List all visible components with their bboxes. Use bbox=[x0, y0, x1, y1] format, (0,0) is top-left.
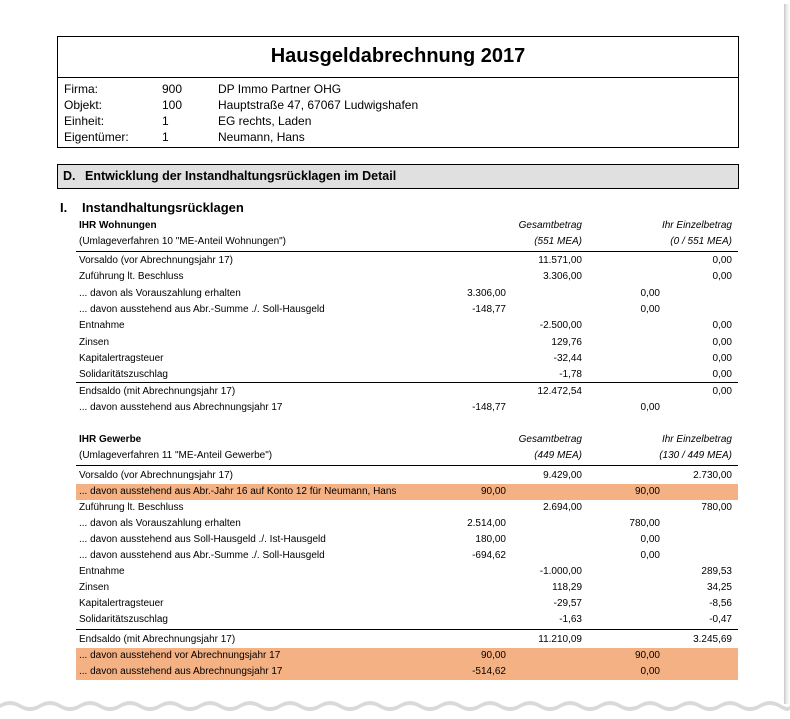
wohnungen-rows-row bbox=[76, 351, 738, 367]
gewerbe-label-cell: Endsaldo (mit Abrechnungsjahr 17) bbox=[79, 634, 236, 645]
gewerbe-sub-indiv-cell: 0,00 bbox=[640, 550, 660, 561]
gewerbe-header-row bbox=[76, 432, 738, 448]
info-label-objekt: Objekt: bbox=[64, 98, 103, 112]
wohnungen-indiv-cell: 0,00 bbox=[712, 336, 732, 348]
section-heading bbox=[57, 164, 739, 189]
wohnungen-indiv-cell: 0,00 bbox=[712, 255, 732, 266]
info-value-firma: DP Immo Partner OHG bbox=[218, 82, 342, 96]
wohnungen-label-cell: ... davon als Vorauszahlung erhalten bbox=[79, 287, 241, 299]
gewerbe-label-cell: ... davon als Vorauszahlung erhalten bbox=[79, 518, 241, 529]
gewerbe-sub-total-cell: 90,00 bbox=[480, 486, 506, 497]
wohnungen-rows-row bbox=[76, 269, 738, 285]
wohnungen-label-cell: Zinsen bbox=[79, 336, 110, 348]
info-code-eigentuemer: 1 bbox=[162, 130, 169, 144]
wohnungen-indiv-cell: 0,00 bbox=[712, 320, 732, 332]
wohnungen-sub-total-cell: 3.306,00 bbox=[467, 287, 506, 299]
wohnungen-rows-row bbox=[76, 367, 738, 383]
wohnungen-rows-row bbox=[76, 302, 738, 318]
wohnungen-label-cell: Endsaldo (mit Abrechnungsjahr 17) bbox=[79, 386, 236, 397]
wohnungen-rows-row bbox=[76, 286, 738, 302]
gewerbe-rows-row bbox=[76, 468, 738, 484]
info-label-eigentuemer: Eigentümer: bbox=[64, 130, 129, 144]
gewerbe-rows-row bbox=[76, 580, 738, 596]
subsection-number: I. bbox=[60, 200, 68, 215]
wohnungen-label-cell: ... davon ausstehend aus Abrechnungsjahr 17 bbox=[79, 402, 283, 413]
wohnungen-total-cell: 129,76 bbox=[551, 336, 582, 348]
gewerbe-indiv-cell: -8,56 bbox=[709, 598, 732, 609]
gewerbe-end-row bbox=[76, 648, 738, 664]
wohnungen-total-cell: 11.571,00 bbox=[538, 255, 582, 266]
wohnungen-total-cell: 3.306,00 bbox=[543, 271, 582, 283]
gewerbe-sub-total-cell: 180,00 bbox=[475, 534, 506, 545]
subsection-heading bbox=[60, 200, 244, 215]
gewerbe-rule-end bbox=[76, 629, 738, 630]
gewerbe-indiv-cell: 780,00 bbox=[701, 502, 732, 513]
info-label-einheit: Einheit: bbox=[64, 114, 105, 128]
gewerbe-col-total: Gesamtbetrag bbox=[518, 434, 582, 445]
gewerbe-label-cell: Zuführung lt. Beschluss bbox=[79, 502, 184, 513]
wohnungen-col-indiv: Ihr Einzelbetrag bbox=[661, 220, 732, 231]
wohnungen-indiv-cell: 0,00 bbox=[712, 369, 732, 381]
wohnungen-label-cell: Solidaritätszuschlag bbox=[79, 369, 168, 381]
wohnungen-sub-indiv-cell: 0,00 bbox=[640, 402, 660, 413]
subsection-title: Instandhaltungsrücklagen bbox=[82, 200, 244, 215]
wohnungen-rows-row bbox=[76, 335, 738, 351]
wohnungen-rows-row bbox=[76, 318, 738, 334]
gewerbe-label-cell: Kapitalertragsteuer bbox=[79, 598, 164, 609]
gewerbe-rows-row bbox=[76, 500, 738, 516]
section-number: D. bbox=[63, 169, 76, 183]
torn-edge bbox=[0, 690, 790, 719]
wohnungen-col-indiv-mea: (0 / 551 MEA) bbox=[670, 236, 732, 247]
wohnungen-end-row bbox=[76, 384, 738, 400]
gewerbe-label-cell: ... davon ausstehend aus Soll-Hausgeld ./. Ist-Hausgeld bbox=[79, 534, 326, 545]
wohnungen-rows-row bbox=[76, 253, 738, 269]
wohnungen-total-cell: -2.500,00 bbox=[539, 320, 582, 332]
gewerbe-rows-row bbox=[76, 532, 738, 548]
header-box bbox=[57, 36, 739, 148]
page-title: Hausgeldabrechnung 2017 bbox=[270, 45, 526, 67]
wohnungen-label-cell: Vorsaldo (vor Abrechnungsjahr 17) bbox=[79, 255, 233, 266]
wohnungen-label-cell: ... davon ausstehend aus Abr.-Summe ./. Soll-Hausgeld bbox=[79, 303, 325, 315]
wohnungen-label-cell: Zuführung lt. Beschluss bbox=[79, 271, 184, 283]
gewerbe-rows-row bbox=[76, 612, 738, 628]
gewerbe-sub-indiv-cell: 780,00 bbox=[629, 518, 660, 529]
gewerbe-rows-row bbox=[76, 516, 738, 532]
wohnungen-total-cell: -1,78 bbox=[559, 369, 582, 381]
gewerbe-total-cell: -1,63 bbox=[559, 614, 582, 625]
gewerbe-indiv-cell: 3.245,69 bbox=[693, 634, 732, 645]
info-value-objekt: Hauptstraße 47, 67067 Ludwigshafen bbox=[218, 98, 419, 112]
gewerbe-total-cell: 11.210,09 bbox=[538, 634, 582, 645]
gewerbe-label-cell: ... davon ausstehend aus Abr.-Jahr 16 auf Konto 12 für Neumann, Hans bbox=[79, 486, 397, 497]
gewerbe-total-cell: 9.429,00 bbox=[543, 470, 582, 481]
wohnungen-umlage: (Umlageverfahren 10 "ME-Anteil Wohnungen") bbox=[79, 236, 287, 247]
gewerbe-label-cell: ... davon ausstehend aus Abrechnungsjahr 17 bbox=[79, 666, 283, 677]
gewerbe-umlage-row bbox=[76, 448, 738, 464]
gewerbe-rule-top bbox=[76, 465, 738, 466]
gewerbe-sub-indiv-cell: 0,00 bbox=[640, 534, 660, 545]
wohnungen-sub-total-cell: -148,77 bbox=[472, 303, 506, 315]
gewerbe-sub-indiv-cell: 0,00 bbox=[640, 666, 660, 677]
gewerbe-heading: IHR Gewerbe bbox=[79, 434, 142, 445]
wohnungen-sub-total-cell: -148,77 bbox=[472, 402, 506, 413]
header-divider bbox=[58, 77, 738, 78]
wohnungen-end-row bbox=[76, 400, 738, 416]
gewerbe-label-cell: Solidaritätszuschlag bbox=[79, 614, 168, 625]
gewerbe-indiv-cell: 2.730,00 bbox=[693, 470, 732, 481]
info-code-einheit: 1 bbox=[162, 114, 169, 128]
info-value-eigentuemer: Neumann, Hans bbox=[218, 130, 305, 144]
wohnungen-indiv-cell: 0,00 bbox=[712, 352, 732, 364]
wohnungen-label-cell: Kapitalertragsteuer bbox=[79, 352, 164, 364]
gewerbe-col-total-mea: (449 MEA) bbox=[534, 450, 582, 461]
gewerbe-umlage: (Umlageverfahren 11 "ME-Anteil Gewerbe") bbox=[79, 450, 273, 461]
gewerbe-end-row bbox=[76, 632, 738, 648]
gewerbe-col-indiv-mea: (130 / 449 MEA) bbox=[659, 450, 732, 461]
gewerbe-rows-row bbox=[76, 564, 738, 580]
gewerbe-total-cell: 118,29 bbox=[552, 582, 582, 593]
wohnungen-umlage-row bbox=[76, 234, 738, 250]
gewerbe-sub-total-cell: -514,62 bbox=[472, 666, 506, 677]
gewerbe-label-cell: ... davon ausstehend aus Abr.-Summe ./. Soll-Hausgeld bbox=[79, 550, 325, 561]
gewerbe-rows-row bbox=[76, 484, 738, 500]
gewerbe-indiv-cell: 34,25 bbox=[706, 582, 732, 593]
info-code-objekt: 100 bbox=[162, 98, 183, 112]
info-code-firma: 900 bbox=[162, 82, 183, 96]
gewerbe-rows-row bbox=[76, 596, 738, 612]
gewerbe-indiv-cell: -0,47 bbox=[709, 614, 732, 625]
gewerbe-sub-total-cell: -694,62 bbox=[472, 550, 506, 561]
wohnungen-label-cell: Entnahme bbox=[79, 320, 125, 332]
wohnungen-rule-top bbox=[76, 251, 738, 252]
wohnungen-indiv-cell: 0,00 bbox=[712, 271, 732, 283]
gewerbe-label-cell: Entnahme bbox=[79, 566, 125, 577]
wohnungen-col-total: Gesamtbetrag bbox=[518, 220, 582, 231]
page-shadow bbox=[784, 4, 790, 704]
gewerbe-label-cell: Vorsaldo (vor Abrechnungsjahr 17) bbox=[79, 470, 233, 481]
gewerbe-col-indiv: Ihr Einzelbetrag bbox=[661, 434, 732, 445]
info-label-firma: Firma: bbox=[64, 82, 98, 96]
gewerbe-rows-row bbox=[76, 548, 738, 564]
wohnungen-heading: IHR Wohnungen bbox=[79, 220, 157, 231]
gewerbe-total-cell: -29,57 bbox=[553, 598, 582, 609]
gewerbe-indiv-cell: 289,53 bbox=[701, 566, 732, 577]
gewerbe-sub-total-cell: 2.514,00 bbox=[467, 518, 506, 529]
wohnungen-col-total-mea: (551 MEA) bbox=[534, 236, 582, 247]
wohnungen-rule-end bbox=[76, 382, 738, 383]
info-value-einheit: EG rechts, Laden bbox=[218, 114, 312, 128]
wohnungen-sub-indiv-cell: 0,00 bbox=[640, 303, 660, 315]
gewerbe-label-cell: Zinsen bbox=[79, 582, 110, 593]
wohnungen-total-cell: -32,44 bbox=[553, 352, 582, 364]
gewerbe-sub-indiv-cell: 90,00 bbox=[634, 486, 660, 497]
wohnungen-total-cell: 12.472,54 bbox=[537, 386, 582, 397]
gewerbe-end-row bbox=[76, 664, 738, 680]
gewerbe-sub-total-cell: 90,00 bbox=[480, 650, 506, 661]
gewerbe-label-cell: ... davon ausstehend vor Abrechnungsjahr 17 bbox=[79, 650, 281, 661]
wohnungen-header-row bbox=[76, 218, 738, 234]
wohnungen-sub-indiv-cell: 0,00 bbox=[640, 287, 660, 299]
gewerbe-total-cell: -1.000,00 bbox=[539, 566, 582, 577]
gewerbe-total-cell: 2.694,00 bbox=[543, 502, 582, 513]
wohnungen-indiv-cell: 0,00 bbox=[712, 386, 732, 397]
section-title: Entwicklung der Instandhaltungsrücklagen im Detail bbox=[85, 169, 397, 183]
gewerbe-sub-indiv-cell: 90,00 bbox=[634, 650, 660, 661]
